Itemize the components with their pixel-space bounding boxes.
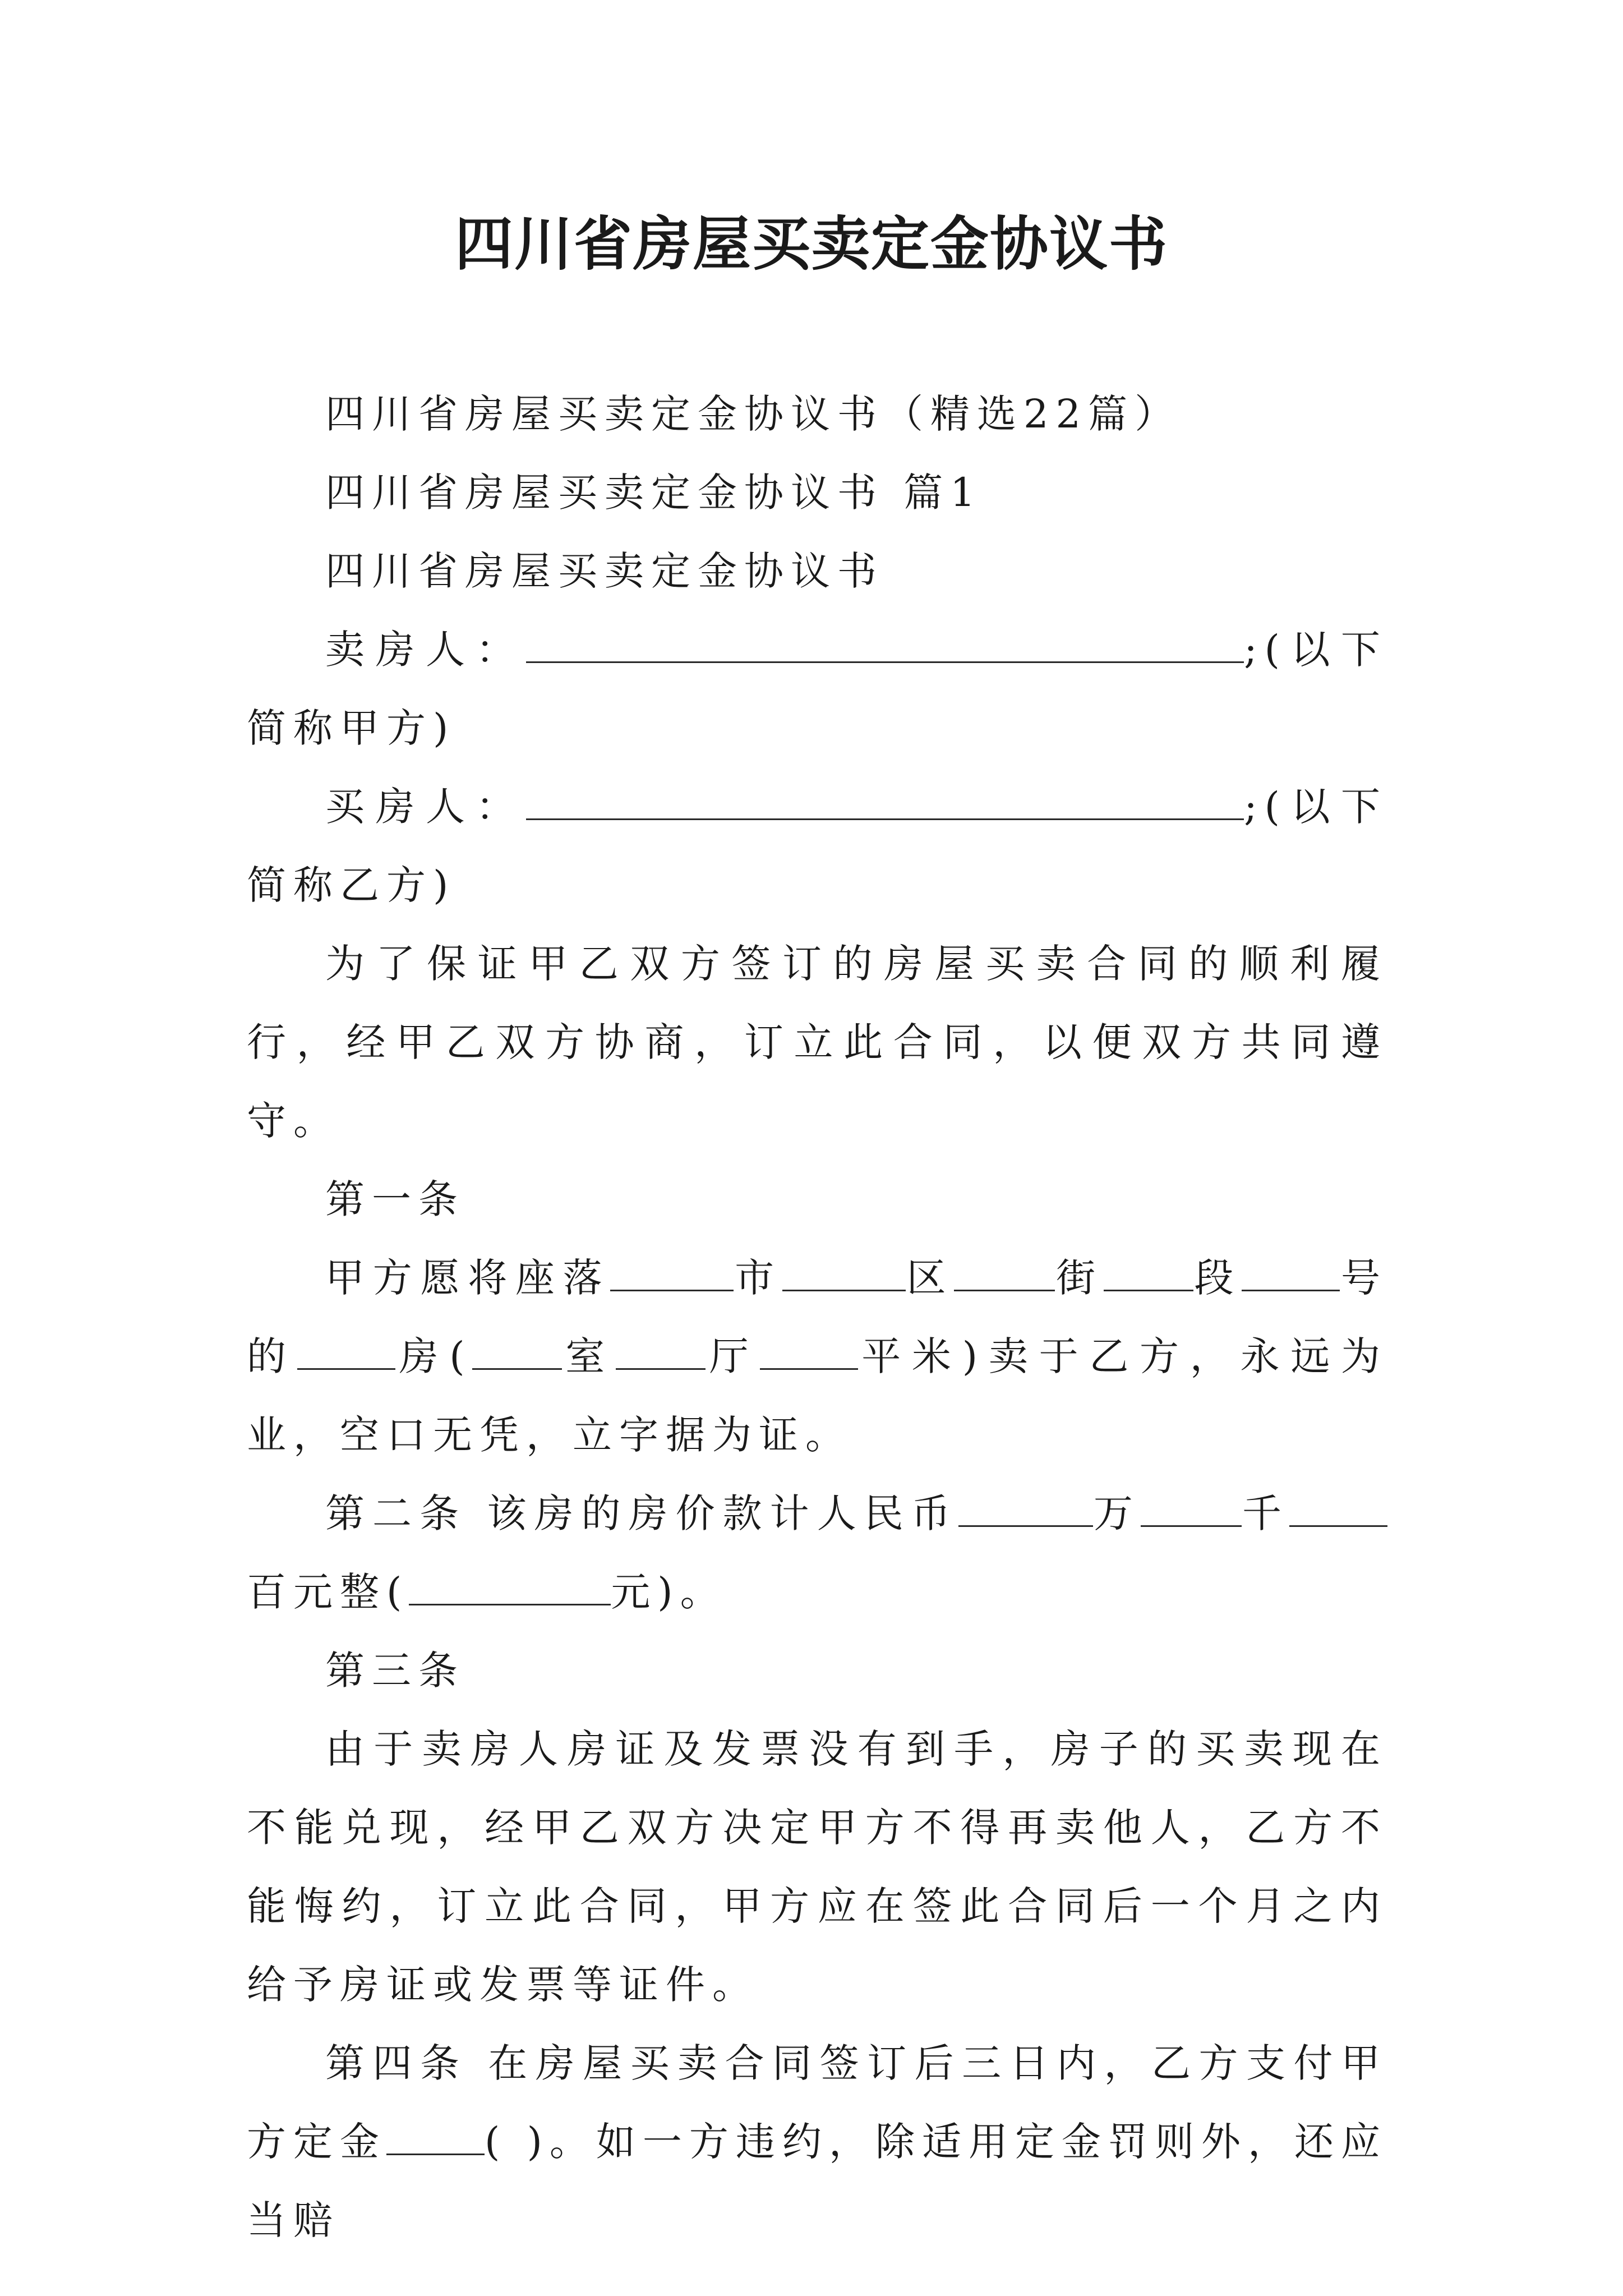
- article-2-paragraph: [247, 1474, 1387, 1631]
- section-blank: [1104, 1253, 1193, 1292]
- area-blank: [760, 1331, 858, 1370]
- art2-text-a: 第二条 该房的房价款计人民币: [325, 1490, 958, 1536]
- art1-text-f: 号的: [247, 1255, 1388, 1379]
- article-1-heading: 第一条: [325, 1176, 465, 1222]
- art1-text-c: 区: [905, 1255, 955, 1301]
- art1-text-h: 室: [561, 1333, 616, 1379]
- street-blank: [954, 1253, 1055, 1292]
- article-3-paragraph: 由于卖房人房证及发票没有到手，房子的买卖现在不能兑现，经甲乙双方决定甲方不得再卖他人，乙方不能悔约，订立此合同，甲方应在签此合同后一个月之内给予房证或发票等证件。: [247, 1726, 1387, 2008]
- art2-text-e: 元)。: [611, 1569, 727, 1615]
- house-blank: [297, 1331, 395, 1370]
- room-blank: [472, 1331, 562, 1370]
- buyer-blank: [526, 781, 1244, 821]
- heading-selection: 四川省房屋买卖定金协议书（精选22篇）: [325, 391, 1182, 437]
- document-body: [247, 375, 1387, 2260]
- district-blank: [782, 1253, 906, 1292]
- document-title: 四川省房屋买卖定金协议书: [454, 210, 1168, 278]
- art1-text-d: 街: [1055, 1255, 1104, 1301]
- art1-text-g: 房(: [395, 1333, 472, 1379]
- buyer-line: [247, 767, 1387, 924]
- buyer-label: 买房人：: [325, 784, 527, 830]
- buyer-suffix: ;(以下简称乙方): [247, 784, 1387, 908]
- wan-blank: [958, 1488, 1093, 1527]
- amount-blank: [409, 1567, 611, 1606]
- article-4-paragraph: [247, 2024, 1387, 2260]
- seller-blank: [526, 624, 1244, 664]
- bai-blank: [1289, 1488, 1387, 1527]
- art1-text-b: 市: [734, 1255, 782, 1301]
- heading-doc: 四川省房屋买卖定金协议书: [325, 548, 884, 594]
- deposit-blank: [386, 2116, 485, 2156]
- art2-text-b: 万: [1092, 1490, 1141, 1536]
- qian-blank: [1141, 1488, 1242, 1527]
- art1-text-j: 平米)卖于乙方，永远为业，空口无凭，立字据为证。: [247, 1333, 1388, 1458]
- art4-text-b: ( )。如一方违约，除适用定金罚则外，还应当赔: [247, 2119, 1388, 2243]
- art1-text-i: 厅: [706, 1333, 760, 1379]
- article-1-paragraph: [247, 1239, 1387, 1474]
- seller-line: [247, 610, 1387, 767]
- art2-text-d: 百元整(: [247, 1569, 409, 1615]
- hall-blank: [616, 1331, 706, 1370]
- preamble-paragraph: 为了保证甲乙双方签订的房屋买卖合同的顺利履行，经甲乙双方协商，订立此合同，以便双方共同遵守。: [247, 941, 1387, 1144]
- seller-suffix: ;(以下简称甲方): [247, 627, 1387, 751]
- heading-part: 四川省房屋买卖定金协议书 篇1: [325, 470, 983, 516]
- article-3-heading: 第三条: [325, 1648, 465, 1694]
- art2-text-c: 千: [1241, 1490, 1290, 1536]
- number-blank: [1242, 1253, 1340, 1292]
- seller-label: 卖房人：: [325, 627, 527, 673]
- city-blank: [610, 1253, 734, 1292]
- art1-text-e: 段: [1193, 1255, 1242, 1301]
- art1-text-a: 甲方愿将座落: [325, 1255, 611, 1301]
- art4-text-a: 第四条 在房屋买卖合同签订后三日内，乙方支付甲方定金: [247, 2040, 1387, 2165]
